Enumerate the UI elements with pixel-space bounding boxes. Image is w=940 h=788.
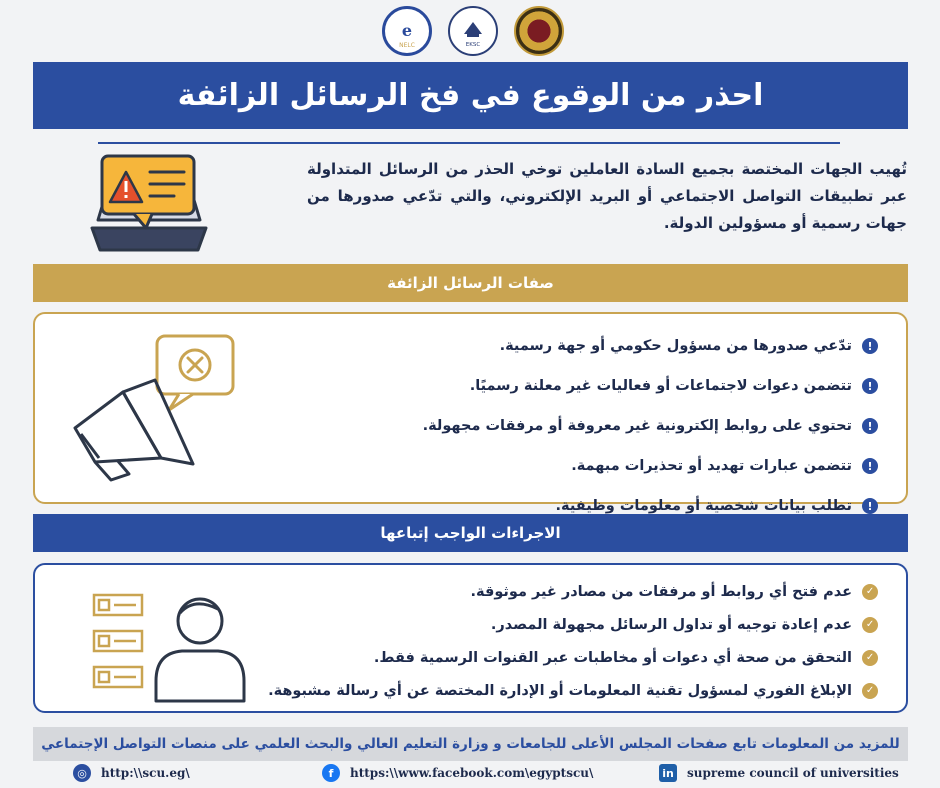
footer-note: للمزيد من المعلومات تابع صفحات المجلس الأعلى للجامعات و وزارة التعليم العالي والبحث العلمي على منصات التواصل الإجتماعي [41, 736, 900, 752]
list-item: ✓ التحقق من صحة أي دعوات أو مخاطبات عبر القنوات الرسمية فقط. [268, 641, 878, 674]
actions-list [268, 575, 878, 707]
actions-heading-bar [33, 514, 908, 552]
list-item: ! تتضمن دعوات لاجتماعات أو فعاليات غير معلنة رسميًا. [423, 366, 878, 406]
nelc-logo [382, 6, 432, 56]
intro-paragraph: تُهيب الجهات المختصة بجميع السادة العاملين توخي الحذر من الرسائل المتداولة عبر تطبيقات التواصل الاجتماعي أو البريد الإلكتروني، والتي تدّعي صدورها من جهات رسمية أو مسؤولين الدولة. [307, 160, 907, 232]
title-banner [33, 62, 908, 129]
actions-heading: الاجراءات الواجب إتباعها [380, 524, 561, 542]
list-item: ! تدّعي صدورها من مسؤول حكومي أو جهة رسمية. [423, 326, 878, 366]
list-item: ✓ عدم فتح أي روابط أو مرفقات من مصادر غير موثوقة. [268, 575, 878, 608]
scu-seal-logo [514, 6, 564, 56]
footer-note-bar [33, 727, 908, 761]
checklist-user-icon [90, 575, 255, 705]
actions-box [33, 563, 908, 713]
check-bullet-icon: ✓ [862, 683, 878, 699]
footer-links [0, 764, 940, 786]
list-item: ✓ عدم إعادة توجيه أو تداول الرسائل مجهولة المصدر. [268, 608, 878, 641]
list-item: ✓ الإبلاغ الفوري لمسؤول تقنية المعلومات أو الإدارة المختصة عن أي رسالة مشبوهة. [268, 674, 878, 707]
list-item: ! تطلب بيانات شخصية أو معلومات وظيفية. [423, 486, 878, 526]
eksc-logo [448, 6, 498, 56]
check-bullet-icon: ✓ [862, 650, 878, 666]
info-bullet-icon: ! [862, 378, 878, 394]
features-heading: صفات الرسائل الزائفة [387, 274, 554, 292]
logo-strip [0, 6, 940, 58]
check-bullet-icon: ✓ [862, 617, 878, 633]
svg-text:EKSC: EKSC [465, 42, 481, 48]
globe-icon: ◎ [73, 764, 91, 782]
linkedin-link[interactable]: in supreme council of universities [659, 764, 899, 782]
list-item: ! تحتوي على روابط إلكترونية غير معروفة أو مرفقات مجهولة. [423, 406, 878, 446]
megaphone-icon [67, 330, 247, 490]
linkedin-icon: in [659, 764, 677, 782]
phone-alert-icon [88, 150, 210, 260]
features-list [423, 326, 878, 526]
features-box [33, 312, 908, 514]
info-bullet-icon: ! [862, 458, 878, 474]
svg-text:e: e [401, 21, 413, 40]
facebook-icon: f [322, 764, 340, 782]
facebook-link[interactable]: f https:\\www.facebook.com\egyptscu\ [322, 764, 593, 782]
info-bullet-icon: ! [862, 498, 878, 514]
info-bullet-icon: ! [862, 418, 878, 434]
check-bullet-icon: ✓ [862, 584, 878, 600]
info-bullet-icon: ! [862, 338, 878, 354]
title-divider [98, 142, 840, 144]
svg-text:NELC: NELC [399, 42, 415, 49]
page-title: احذر من الوقوع في فخ الرسائل الزائفة [177, 78, 764, 113]
list-item: ! تتضمن عبارات تهديد أو تحذيرات مبهمة. [423, 446, 878, 486]
features-heading-bar [33, 264, 908, 302]
website-link[interactable]: ◎ http:\\scu.eg\ [73, 764, 190, 782]
